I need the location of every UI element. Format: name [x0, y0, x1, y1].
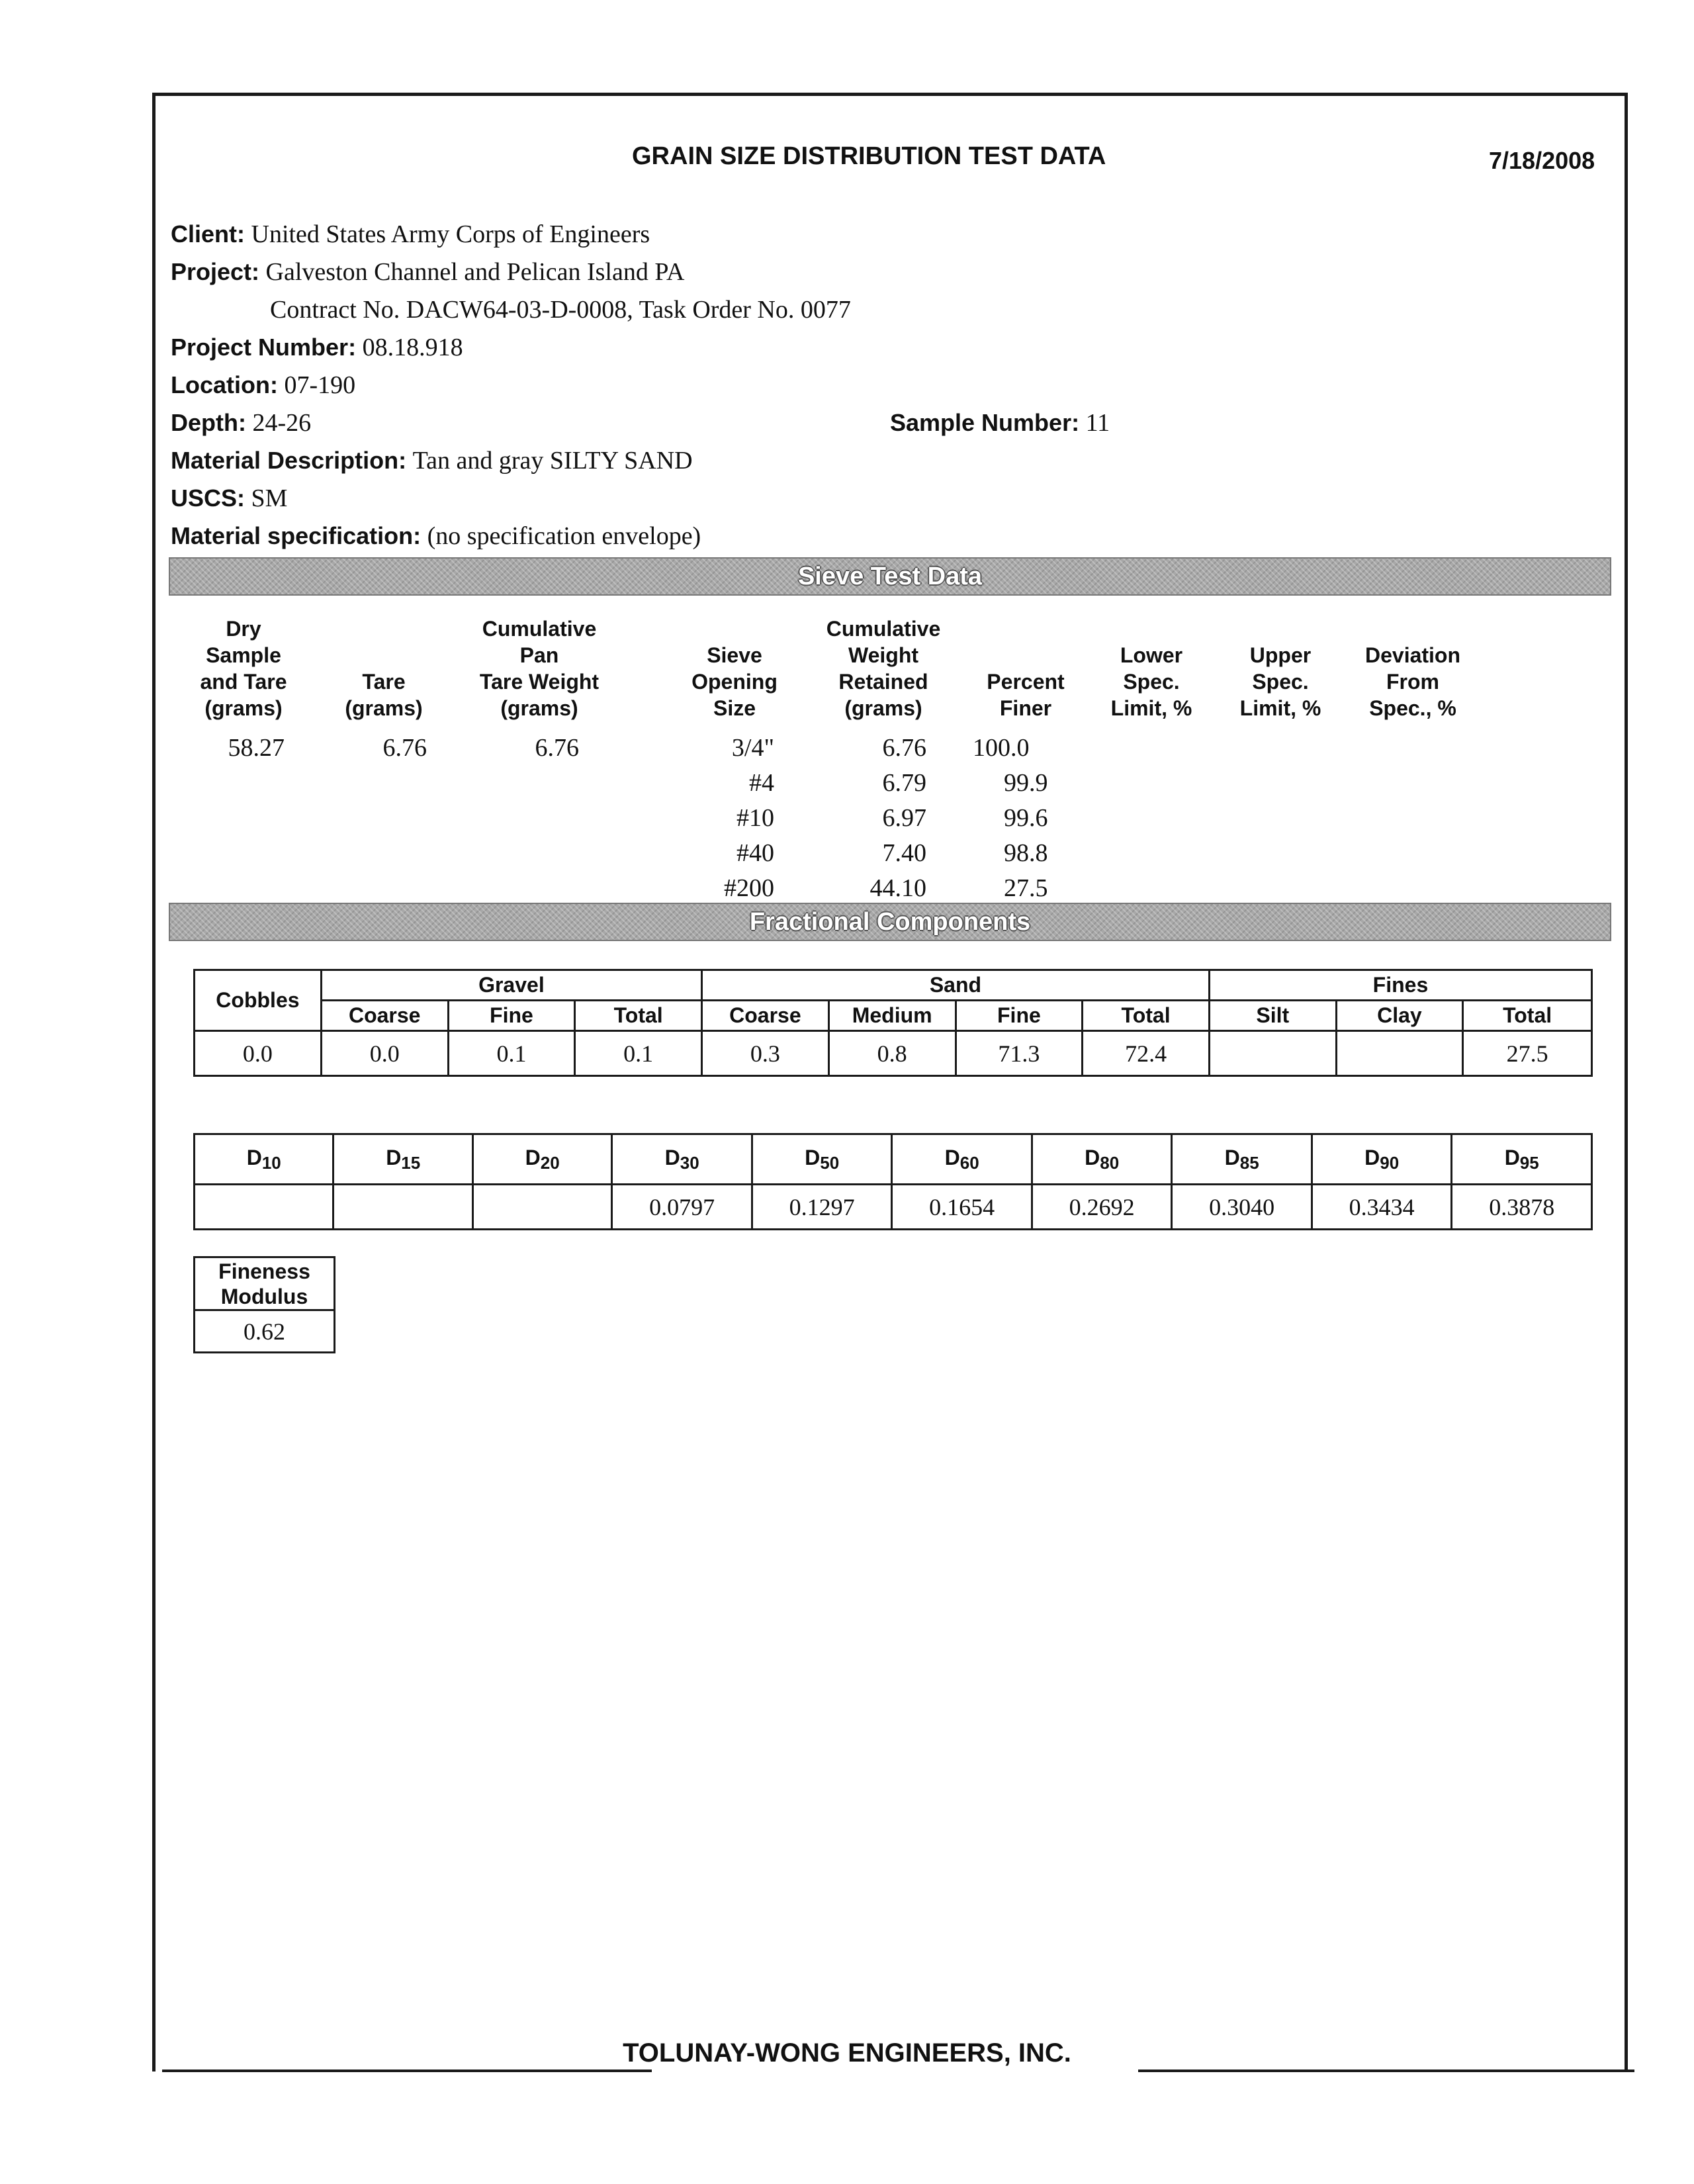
material-spec-row: Material specification: (no specification envelope) — [171, 522, 701, 550]
gravel-coarse-value: 0.0 — [321, 1031, 448, 1076]
d30-value: 0.0797 — [612, 1185, 752, 1230]
project-number-value: 08.18.918 — [362, 334, 463, 361]
d50-header: $D_{50}$ — [752, 1134, 892, 1185]
sand-coarse-value: 0.3 — [701, 1031, 828, 1076]
d80-header: $D_{80}$ — [1032, 1134, 1172, 1185]
header-sieve-opening: Sieve Opening Size — [691, 643, 778, 720]
gravel-fine-value: 0.1 — [448, 1031, 575, 1076]
d15-header: $D_{15}$ — [334, 1134, 472, 1185]
fineness-modulus-header: Fineness Modulus — [195, 1257, 335, 1310]
d60-value: 0.1654 — [892, 1185, 1032, 1230]
uscs-value: SM — [251, 484, 288, 512]
d95-header: $D_{95}$ — [1452, 1134, 1592, 1185]
depth-row: Depth: 24-26 — [171, 409, 312, 437]
d10-header: $D_{10}$ — [195, 1134, 334, 1185]
d30-header: $D_{30}$ — [612, 1134, 752, 1185]
header-upper-spec: Upper Spec. Limit, % — [1239, 643, 1321, 720]
fractional-components-table — [193, 969, 1593, 1077]
sand-medium-header: Medium — [828, 1001, 956, 1031]
depth-value: 24-26 — [252, 409, 312, 437]
fineness-modulus-value: 0.62 — [195, 1310, 335, 1353]
sample-number-value: 11 — [1085, 409, 1110, 437]
d-value-row — [195, 1185, 1592, 1230]
report-date: 7/18/2008 — [1489, 147, 1595, 174]
d-header-row — [195, 1134, 1592, 1185]
fineness-modulus-table — [193, 1256, 335, 1353]
company-footer: TOLUNAY-WONG ENGINEERS, INC. — [623, 2038, 1071, 2068]
d85-value: 0.3040 — [1172, 1185, 1312, 1230]
sand-fine-value: 71.3 — [956, 1031, 1083, 1076]
gravel-coarse-header: Coarse — [321, 1001, 448, 1031]
gravel-total-header: Total — [575, 1001, 702, 1031]
project-number-row: Project Number: 08.18.918 — [171, 334, 463, 361]
fines-header: Fines — [1209, 970, 1591, 1001]
sand-header: Sand — [701, 970, 1209, 1001]
clay-header: Clay — [1336, 1001, 1463, 1031]
d50-value: 0.1297 — [752, 1185, 892, 1230]
cumulative-pan-value: 6.76 — [535, 734, 579, 762]
cobbles-header: Cobbles — [195, 970, 322, 1031]
gravel-total-value: 0.1 — [575, 1031, 702, 1076]
header-lower-spec: Lower Spec. Limit, % — [1110, 643, 1192, 720]
header-cumulative-weight: Cumulative Weight Retained (grams) — [826, 617, 941, 720]
silt-value — [1209, 1031, 1336, 1076]
header-percent-finer: Percent Finer — [987, 670, 1065, 720]
sample-number-row: Sample Number: 11 — [890, 409, 1110, 437]
d90-header: $D_{90}$ — [1312, 1134, 1452, 1185]
header-cumulative-pan: Cumulative Pan Tare Weight (grams) — [479, 617, 600, 720]
location-value: 07-190 — [284, 371, 356, 399]
header-dry-sample: Dry Sample and Tare (grams) — [200, 617, 287, 720]
sand-coarse-header: Coarse — [701, 1001, 828, 1031]
location-row: Location: 07-190 — [171, 371, 356, 399]
silt-header: Silt — [1209, 1001, 1336, 1031]
sand-medium-value: 0.8 — [828, 1031, 956, 1076]
fines-total-header: Total — [1463, 1001, 1592, 1031]
material-description-row: Material Description: Tan and gray SILTY SAND — [171, 447, 693, 475]
header-deviation: Deviation From Spec., % — [1364, 643, 1461, 720]
client-value: United States Army Corps of Engineers — [251, 220, 650, 248]
d95-value: 0.3878 — [1452, 1185, 1592, 1230]
gravel-fine-header: Fine — [448, 1001, 575, 1031]
d-values-table — [193, 1133, 1593, 1230]
sieve-band-title: Sieve Test Data — [797, 563, 983, 590]
sieve-test-data-band — [169, 557, 1611, 596]
fractional-components-band — [169, 903, 1611, 941]
dry-sample-value: 58.27 — [228, 734, 285, 762]
sand-fine-header: Fine — [956, 1001, 1083, 1031]
d90-value: 0.3434 — [1312, 1185, 1452, 1230]
uscs-row: USCS: SM — [171, 484, 288, 512]
material-description-value: Tan and gray SILTY SAND — [412, 447, 693, 475]
footer-rule-left — [162, 2070, 652, 2072]
fractional-band-title: Fractional Components — [749, 908, 1031, 936]
tare-value: 6.76 — [382, 734, 427, 762]
cobbles-value: 0.0 — [195, 1031, 322, 1076]
header-tare: Tare (grams) — [345, 670, 423, 720]
project-value: Galveston Channel and Pelican Island PA — [265, 258, 685, 286]
gravel-header: Gravel — [321, 970, 701, 1001]
fines-total-value: 27.5 — [1463, 1031, 1592, 1076]
page-frame — [152, 93, 1628, 2071]
d15-value — [334, 1185, 472, 1230]
d85-header: $D_{85}$ — [1172, 1134, 1312, 1185]
sand-total-header: Total — [1083, 1001, 1210, 1031]
d60-header: $D_{60}$ — [892, 1134, 1032, 1185]
contract-line: Contract No. DACW64-03-D-0008, Task Order No. 0077 — [270, 296, 851, 324]
page-title: GRAIN SIZE DISTRIBUTION TEST DATA — [632, 142, 1106, 170]
client-row: Client: United States Army Corps of Engineers — [171, 220, 650, 248]
sand-total-value: 72.4 — [1083, 1031, 1210, 1076]
material-spec-value: (no specification envelope) — [427, 522, 701, 550]
footer-rule-right — [1138, 2070, 1634, 2072]
d20-header: $D_{20}$ — [472, 1134, 611, 1185]
d20-value — [472, 1185, 611, 1230]
d80-value: 0.2692 — [1032, 1185, 1172, 1230]
clay-value — [1336, 1031, 1463, 1076]
d10-value — [195, 1185, 334, 1230]
project-row: Project: Galveston Channel and Pelican Island PA — [171, 258, 685, 286]
